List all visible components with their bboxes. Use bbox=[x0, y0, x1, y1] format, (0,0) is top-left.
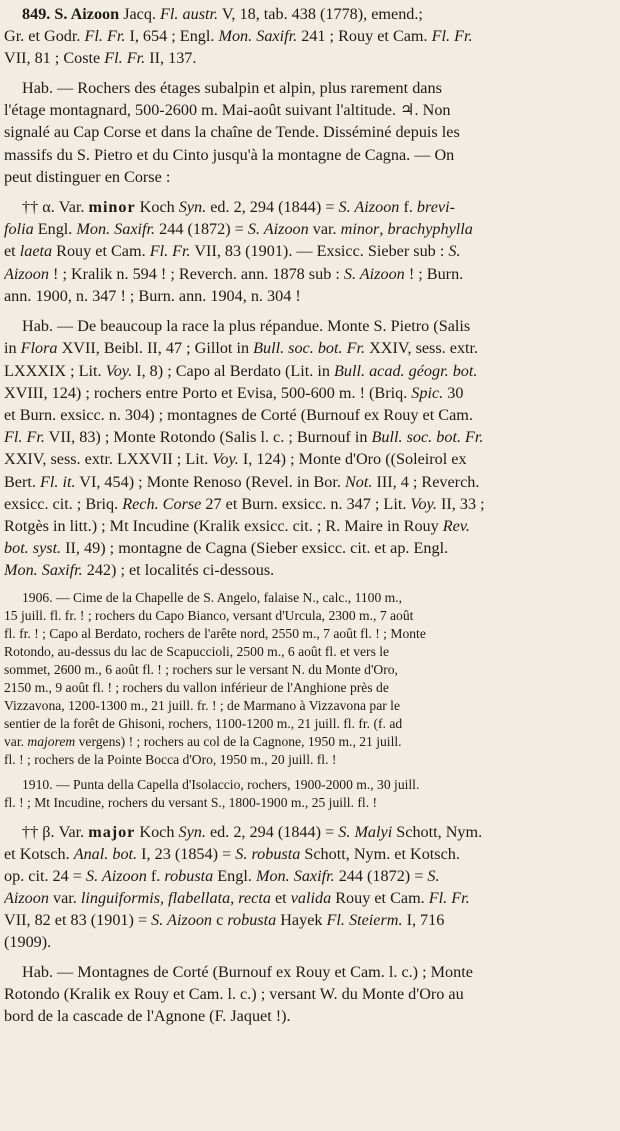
variety-alpha-line: Aizoon ! ; Kralik n. 594 ! ; Reverch. ann. 1878 sub : S. Aizoon ! ; Burn. bbox=[4, 265, 464, 283]
observation-1906-line: fl. fr. ! ; Capo al Berdato, rochers de l'arête nord, 2550 m., 7 août fl. ! ; Monte bbox=[4, 626, 426, 641]
observation-1906-line: Rotondo, au-dessus du lac de Scapuccioli, 2500 m., 6 août fl. et vers le bbox=[4, 644, 390, 659]
variety-beta-line: op. cit. 24 = S. Aizoon f. robusta Engl. Mon. Saxifr. 244 (1872) = S. bbox=[4, 867, 440, 885]
entry-number: 849. bbox=[22, 5, 51, 23]
observation-1906-line: 2150 m., 9 août fl. ! ; rochers du vallon inférieur de l'Anghione près de bbox=[4, 680, 389, 695]
variety-beta-line: Aizoon var. linguiformis, flabellata, recta et valida Rouy et Cam. Fl. Fr. bbox=[4, 889, 470, 907]
variety-alpha-line: et laeta Rouy et Cam. Fl. Fr. VII, 83 (1901). — Exsicc. Sieber sub : S. bbox=[4, 242, 461, 260]
habitat-line: LXXXIX ; Lit. Voy. I, 8) ; Capo al Berdato (Lit. in Bull. acad. géogr. bot. bbox=[4, 362, 478, 380]
observation-1906-line: 15 juill. fl. fr. ! ; rochers du Capo Bianco, versant d'Urcula, 2300 m., 7 août bbox=[4, 608, 414, 623]
habitat-line: Rotondo (Kralik ex Rouy et Cam. l. c.) ; versant W. du Monte d'Oro au bbox=[4, 985, 464, 1003]
habitat-line: l'étage montagnard, 500-2600 m. Mai-août suivant l'altitude. ♃. Non bbox=[4, 101, 451, 119]
observation-1906-line: 1906. — Cime de la Chapelle de S. Angelo, falaise N., calc., 1100 m., bbox=[22, 590, 403, 605]
observation-1906-line: sommet, 2600 m., 6 août fl. ! ; rochers sur le versant N. du Monte d'Oro, bbox=[4, 662, 398, 677]
variety-beta-line: et Kotsch. Anal. bot. I, 23 (1854) = S. robusta Schott, Nym. et Kotsch. bbox=[4, 845, 460, 863]
variety-minor-name: minor bbox=[88, 198, 136, 216]
habitat-line: Hab. — Montagnes de Corté (Burnouf ex Rouy et Cam. l. c.) ; Monte bbox=[22, 963, 473, 981]
variety-beta-line: VII, 82 et 83 (1901) = S. Aizoon c robusta Hayek Fl. Steierm. I, 716 bbox=[4, 911, 445, 929]
observation-1906-line: fl. ! ; rochers de la Pointe Bocca d'Oro, 1950 m., 20 juill. fl. ! bbox=[4, 752, 337, 767]
habitat-line: Mon. Saxifr. 242) ; et localités ci-dessous. bbox=[4, 561, 275, 579]
habitat-line: bord de la cascade de l'Agnone (F. Jaquet !). bbox=[4, 1007, 291, 1025]
observation-1910-line: 1910. — Punta della Capella d'Isolaccio, rochers, 1900-2000 m., 30 juill. bbox=[22, 777, 420, 792]
variety-alpha-line: folia Engl. Mon. Saxifr. 244 (1872) = S. Aizoon var. minor, brachyphylla bbox=[4, 220, 473, 238]
habitat-line: exsicc. cit. ; Briq. Rech. Corse 27 et Burn. exsicc. n. 347 ; Lit. Voy. II, 33 ; bbox=[4, 495, 485, 513]
variety-alpha-line: ann. 1900, n. 347 ! ; Burn. ann. 1904, n. 304 ! bbox=[4, 287, 301, 305]
observation-1906-line: sentier de la forêt de Ghisoni, rochers, 1100-1200 m., 21 juill. fl. fr. (f. ad bbox=[4, 716, 403, 731]
habitat-line: in Flora XVII, Beibl. II, 47 ; Gillot in Bull. soc. bot. Fr. XXIV, sess. extr. bbox=[4, 339, 479, 357]
species-name: S. Aizoon bbox=[54, 5, 120, 23]
habitat-line: XVIII, 124) ; rochers entre Porto et Evisa, 500-600 m. ! (Briq. Spic. 30 bbox=[4, 384, 464, 402]
habitat-line: bot. syst. II, 49) ; montagne de Cagna (Sieber exsicc. cit. et ap. Engl. bbox=[4, 539, 449, 557]
habitat-line: XXIV, sess. extr. LXXVII ; Lit. Voy. I, 124) ; Monte d'Oro ((Soleirol ex bbox=[4, 450, 467, 468]
observation-1906-line: var. majorem vergens) ! ; rochers au col de la Cagnone, 1950 m., 21 juill. bbox=[4, 734, 402, 749]
variety-beta-line: (1909). bbox=[4, 933, 52, 951]
observation-1906-line: Vizzavona, 1200-1300 m., 21 juill. fr. ! ; de Marmano à Vizzavona par le bbox=[4, 698, 400, 713]
habitat-line: peut distinguer en Corse : bbox=[4, 168, 171, 186]
entry-reference-line: Gr. et Godr. Fl. Fr. I, 654 ; Engl. Mon. Saxifr. 241 ; Rouy et Cam. Fl. Fr. bbox=[4, 27, 473, 45]
habitat-line: massifs du S. Pietro et du Cinto jusqu'à la montagne de Cagna. — On bbox=[4, 146, 455, 164]
habitat-line: Hab. — Rochers des étages subalpin et alpin, plus rarement dans bbox=[22, 79, 442, 97]
observation-1910-line: fl. ! ; Mt Incudine, rochers du versant S., 1800-1900 m., 25 juill. fl. ! bbox=[4, 795, 378, 810]
entry-reference-line: VII, 81 ; Coste Fl. Fr. II, 137. bbox=[4, 49, 197, 67]
variety-major-name: major bbox=[88, 823, 136, 841]
variety-alpha-line: †† α. Var. minor Koch Syn. ed. 2, 294 (1844) = S. Aizoon f. brevi- bbox=[22, 198, 455, 216]
habitat-line: Rotgès in litt.) ; Mt Incudine (Kralik exsicc. cit. ; R. Maire in Rouy Rev. bbox=[4, 517, 470, 535]
entry-heading-line: 849. S. Aizoon Jacq. Fl. austr. V, 18, tab. 438 (1778), emend.; bbox=[22, 5, 423, 23]
habitat-line: Hab. — De beaucoup la race la plus répandue. Monte S. Pietro (Salis bbox=[22, 317, 471, 335]
habitat-line: signalé au Cap Corse et dans la chaîne de Tende. Disséminé depuis les bbox=[4, 123, 460, 141]
habitat-line: Fl. Fr. VII, 83) ; Monte Rotondo (Salis l. c. ; Burnouf in Bull. soc. bot. Fr. bbox=[4, 428, 484, 446]
variety-beta-line: †† β. Var. major Koch Syn. ed. 2, 294 (1844) = S. Malyi Schott, Nym. bbox=[22, 823, 483, 841]
habitat-line: et Burn. exsicc. n. 304) ; montagnes de Corté (Burnouf ex Rouy et Cam. bbox=[4, 406, 473, 424]
habitat-line: Bert. Fl. it. VI, 454) ; Monte Renoso (Revel. in Bor. Not. III, 4 ; Reverch. bbox=[4, 473, 480, 491]
